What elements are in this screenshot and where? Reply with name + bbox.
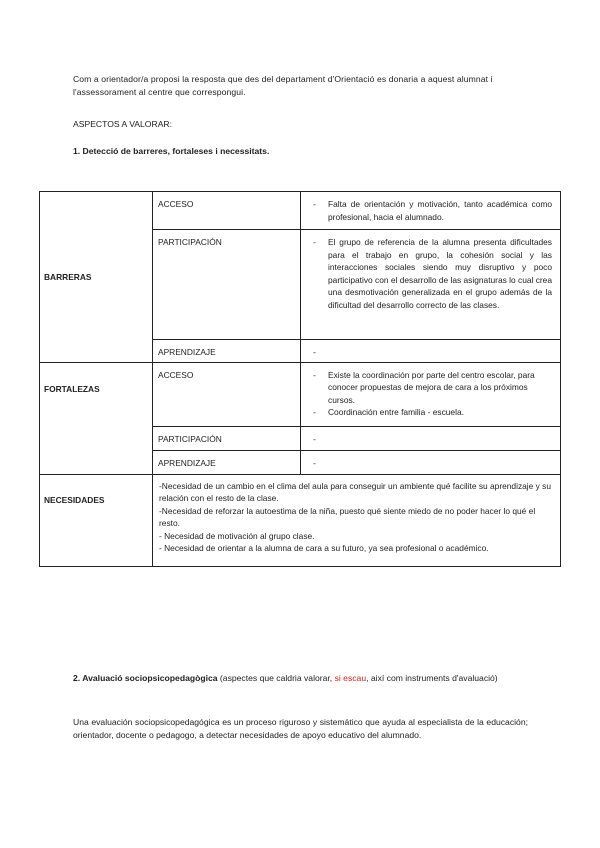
fortalezas-participacion-cell — [153, 426, 301, 450]
bullet-dash: - — [313, 237, 316, 247]
bullet-dash: - — [313, 199, 316, 209]
barreras-acceso-text-cell — [301, 192, 561, 230]
barreras-participacion-cell — [153, 230, 301, 340]
necesidades-line: -Necesidad de un cambio en el clima del aula para conseguir un ambiente qué facilite su aprendizaje y su relación con el resto de la clase. — [159, 480, 551, 503]
bullet-dash: - — [313, 407, 316, 417]
necesidades-line: -Necesidad de reforzar la autoestima de la niña, puesto qué siente miedo de no poder hacer lo qué el resto. — [159, 505, 536, 528]
barreras-participacion-text: El grupo de referencia de la alumna presenta dificultades para el trabajo en grupo, la cohesión social y las interacciones sociales siendo muy disruptivo y poco participativo con el desarrollo de las asignaturas lo cual crea una desmotivación generalizada en el grupo además de la dificultad del desarrollo correcto de las clases. — [328, 237, 552, 310]
fortalezas-aprendizaje-label: APRENDIZAJE — [158, 457, 216, 468]
fortalezas-participacion-label: PARTICIPACIÓN — [158, 433, 222, 444]
bullet-dash: - — [313, 347, 316, 357]
fortalezas-aprendizaje-text-cell — [301, 450, 561, 474]
necesidades-text-cell — [153, 474, 561, 566]
fortalezas-participacion-text-cell — [301, 426, 561, 450]
barreras-aprendizaje-text-cell — [301, 340, 561, 363]
barriers-strengths-needs-table — [39, 191, 561, 567]
section2-title — [73, 672, 528, 685]
barreras-participacion-label: PARTICIPACIÓN — [158, 237, 222, 247]
fortalezas-acceso-label: ACCESO — [158, 369, 194, 380]
barreras-acceso-cell — [153, 192, 301, 230]
section2-body-paragraph: Una evaluación sociopsicopedagógica es un proceso riguroso y sistemático que ayuda al especialista de la educación; orientador, docente o pedagogo, a detectar necesidades de apoyo educativo del alumnado. — [73, 717, 528, 740]
fortalezas-acceso-item: Existe la coordinación por parte del centro escolar, para conocer propuestas de mejora de cara a los próximos cursos. — [328, 369, 535, 405]
fortalezas-aprendizaje-cell — [153, 450, 301, 474]
fortalezas-acceso-item: Coordinación entre familia - escuela. — [328, 407, 464, 417]
bullet-dash: - — [313, 457, 316, 468]
barreras-acceso-text: Falta de orientación y motivación, tanto académica como profesional, hacia el alumnado. — [328, 199, 552, 222]
category-necesidades — [40, 474, 153, 566]
aspects-heading: ASPECTOS A VALORAR: — [73, 119, 173, 129]
fortalezas-acceso-text-cell — [301, 362, 561, 426]
barreras-acceso-label: ACCESO — [158, 199, 194, 209]
bullet-dash: - — [313, 433, 316, 444]
bullet-dash: - — [313, 369, 316, 380]
section2-title-part1: (aspectes que caldria valorar, — [217, 673, 335, 683]
category-necesidades-label: NECESIDADES — [44, 494, 105, 505]
section2-title-bold: 2. Avaluació sociopsicopedagògica — [73, 673, 218, 683]
category-barreras-label: BARRERAS — [44, 271, 92, 282]
necesidades-line: - Necesidad de motivación al grupo clase. — [159, 530, 315, 541]
section1-title: 1. Detecció de barreres, fortaleses i necessitats. — [73, 146, 270, 156]
intro-paragraph: Com a orientador/a proposi la resposta que des del departament d'Orientació es donaria a aquest alumnat i l'assessorament al centre que correspongui. — [73, 74, 493, 97]
category-fortalezas — [40, 362, 153, 474]
category-fortalezas-label: FORTALEZAS — [44, 383, 100, 394]
barreras-aprendizaje-cell — [153, 340, 301, 363]
fortalezas-acceso-cell — [153, 362, 301, 426]
barreras-aprendizaje-label: APRENDIZAJE — [158, 347, 216, 357]
section2-title-part2: , així com instruments d'avaluació) — [366, 673, 498, 683]
barreras-participacion-text-cell — [301, 230, 561, 340]
necesidades-line: - Necesidad de orientar a la alumna de cara a su futuro, ya sea profesional o académico. — [159, 543, 489, 553]
category-barreras — [40, 192, 153, 363]
section2-title-highlight: si escau — [334, 673, 367, 683]
